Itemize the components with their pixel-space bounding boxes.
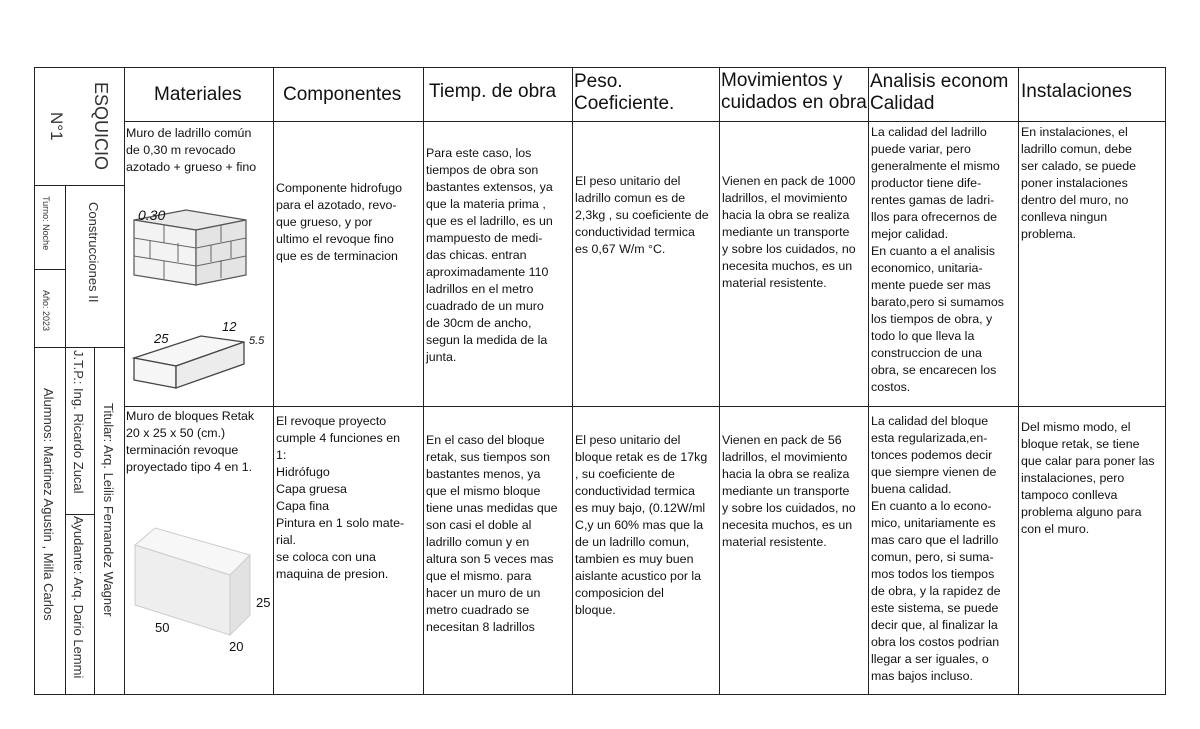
row1-componentes: Componente hidrofugo para el azotado, revo- que grueso, y por ultimo el revoque fino que es de terminacion (276, 181, 403, 263)
row1-material: Muro de ladrillo común de 0,30 m revocado azotado + grueso + fino (126, 126, 257, 174)
row2-movimientos: Vienen en pack de 56 ladrillos, el movimiento hacia la obra se realiza mediante un transporte y sobre los cuidados, no necesita muchos, es un material resistente. (722, 433, 856, 549)
row2-instalaciones: Del mismo modo, el bloque retak, se tiene que calar para poner las instalaciones, pero tampoco conlleva problema alguno para con el muro. (1021, 420, 1155, 536)
header-peso: Peso. Coeficiente. (574, 71, 675, 114)
row1-movimientos: Vienen en pack de 1000 ladrillos, el movimiento hacia la obra se realiza mediante un transporte y sobre los cuidados, no necesita muchos, es un material resistente. (722, 174, 856, 290)
divider (35, 269, 65, 270)
row1-instalaciones: En instalaciones, el ladrillo comun, debe ser calado, se puede poner instalaciones dentro del muro, no conlleva ningun problema. (1021, 125, 1137, 241)
turno-label: Turno: Noche (41, 196, 51, 251)
header-movimientos: Movimientos y cuidados en obra (721, 70, 867, 113)
divider (65, 185, 66, 694)
divider (423, 68, 424, 694)
divider (868, 68, 869, 694)
anio-label: Año: 2023 (41, 290, 51, 332)
divider (273, 68, 274, 694)
esquicio-title: ESQUICIO (91, 82, 111, 171)
sketch-label-c: 5.5 (249, 335, 265, 347)
sketch-label-a: 25 (154, 331, 169, 346)
jtp-label: J.T.P.: Ing. Ricardo Zucal (71, 350, 86, 494)
header-componentes: Componentes (283, 84, 402, 105)
header-analisis: Analisis econom Calidad (870, 71, 1009, 114)
row2-componentes: El revoque proyecto cumple 4 funciones en 1: Hidrófugo Capa gruesa Capa fina Pintura en 1 solo mate- rial. se coloca con una maquina de presion. (276, 414, 405, 581)
divider (35, 347, 124, 348)
divider (35, 185, 124, 186)
divider (572, 68, 573, 694)
block-dim-25: 25 (256, 595, 271, 610)
block-dim-20: 20 (229, 639, 244, 654)
brick-wall-sketch (126, 120, 266, 400)
divider (65, 514, 94, 515)
alumnos-label: Alumnos: Martinez Agustin , Milla Carlos (41, 388, 56, 621)
sketch-label-top: 0.30 (138, 207, 166, 223)
header-tiempo: Tiemp. de obra (429, 81, 557, 102)
retak-block-drawing (130, 520, 270, 650)
titular-label: Titular: Arq. Leilis Fernandez Wagner (101, 403, 116, 617)
divider (124, 121, 1165, 122)
row1-tiempo: Para este caso, los tiempos de obra son bastantes extensos, ya que la materia prima , que es el ladrillo, es un mampuesto de medi- das chicas. entran aproximadamente 110 ladrillos en el metro cuadrado de un muro de 30cm de ancho, segun la medida de la junta. (426, 146, 553, 364)
divider (124, 68, 125, 694)
row1-analisis: La calidad del ladrillo puede variar, pero generalmente el mismo productor tiene dife- rentes gamas de ladri- llos para ofrecernos de mejor calidad. En cuanto a el analisis economico, unitaria- mente puede ser mas barato,pero si sumamos los tiempos de obra, y todo lo que lleva la construccion de una obra, se encarecen los costos. (871, 125, 1004, 394)
sketch-label-b: 12 (222, 319, 237, 334)
row2-analisis: La calidad del bloque esta regularizada,en- tonces podemos decir que siempre vienen de buena calidad. En cuanto a lo econo- mico, unitariamente es mas caro que el ladrillo comun, pero, si suma- mos todos los tiempos de obra, y la rapidez de este sistema, se puede decir que, al finalizar la obra los costos podrian llegar a ser iguales, o mas bajos incluso. (871, 414, 1001, 683)
row1-peso: El peso unitario del ladrillo comun es de 2,3kg , su coeficiente de conductividad termica es 0,67 W/m °C. (575, 174, 709, 256)
block-dim-50: 50 (155, 620, 170, 635)
divider (94, 347, 95, 694)
divider (124, 406, 1165, 407)
materia-label: Construcciones II (86, 202, 101, 303)
sheet-number: N°1 (47, 112, 66, 141)
row2-peso: El peso unitario del bloque retak es de 17kg , su coeficiente de conductividad termica es muy bajo, (0.12W/ml C,y un 60% mas que la de un ladrillo comun, tambien es muy buen aislante acustico por la composicion del bloque. (575, 433, 708, 617)
header-instalaciones: Instalaciones (1021, 81, 1132, 102)
ayudante-label: Ayudante: Arq. Dario Lemmi (71, 516, 86, 679)
header-materiales: Materiales (154, 84, 242, 105)
row2-material: Muro de bloques Retak 20 x 25 x 50 (cm.) terminación revoque proyectado tipo 4 en 1. (126, 409, 255, 474)
row2-tiempo: En el caso del bloque retak, sus tiempos son bastantes menos, ya que el mismo bloque tiene unas medidas que son casi el doble al ladrillo comun y en altura son 5 veces mas que el mismo. para hacer un muro de un metro cuadrado se necesitan 8 ladrillos (426, 433, 558, 634)
